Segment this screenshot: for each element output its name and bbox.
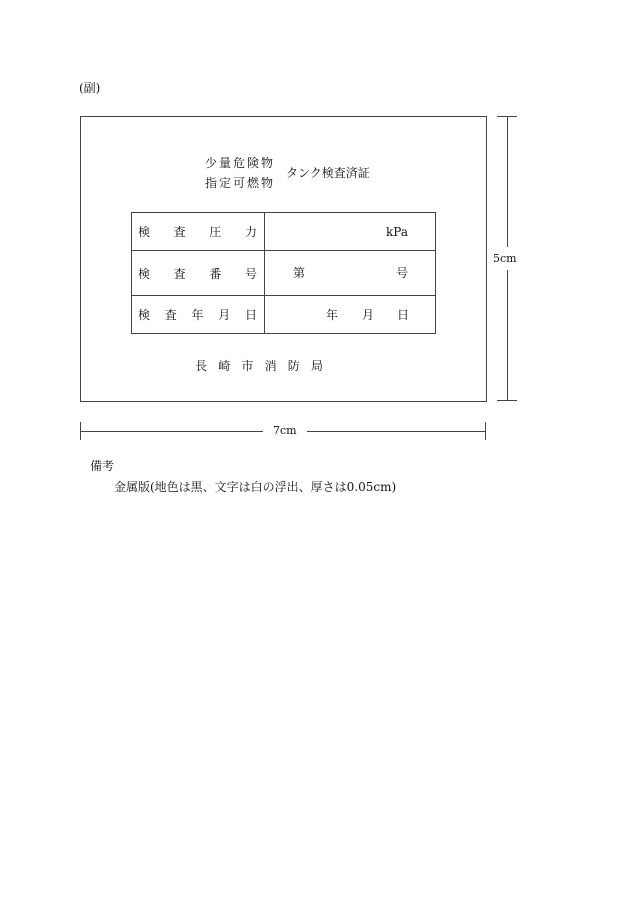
label-char: 日: [244, 308, 257, 322]
height-label: 5cm: [493, 247, 517, 270]
category-line-2: 指定可燃物: [205, 176, 276, 190]
label-char: 圧: [209, 225, 222, 239]
issuer-char: 長: [195, 359, 208, 373]
remarks-text: 金属版(地色は黒、文字は白の浮出、厚さは0.05cm): [114, 480, 397, 494]
issuer-char: 局: [310, 359, 323, 373]
date-day: 日: [397, 308, 410, 322]
label-char: 番: [209, 266, 222, 281]
label-char: 検: [138, 225, 151, 239]
copy-mark: (副): [79, 81, 101, 95]
number-prefix: 第: [293, 266, 306, 280]
issuer-char: 市: [241, 359, 254, 373]
date-year: 年: [326, 308, 339, 322]
table-row-number: [132, 251, 436, 296]
plate-title: タンク検査済証: [286, 166, 370, 180]
category-line-1: 少量危険物: [205, 156, 276, 170]
label-char: 査: [173, 225, 186, 239]
label-char: 検: [138, 308, 151, 322]
remarks-heading: 備考: [90, 459, 115, 473]
inspection-table: [131, 212, 436, 334]
table-row-pressure: [132, 213, 436, 251]
label-char: 力: [244, 225, 257, 239]
number-suffix: 号: [395, 266, 408, 280]
label-char: 査: [173, 266, 186, 281]
label-char: 検: [138, 266, 151, 281]
label-char: 査: [164, 308, 177, 322]
label-char: 年: [191, 308, 204, 322]
date-month: 月: [362, 308, 375, 322]
width-label: 7cm: [263, 425, 307, 436]
issuer-char: 防: [287, 359, 300, 373]
label-char: 号: [244, 266, 257, 281]
table-row-date: [132, 296, 436, 334]
issuer-char: 消: [264, 359, 277, 373]
issuer-char: 崎: [218, 359, 231, 373]
pressure-unit: kPa: [386, 225, 408, 239]
issuer: [195, 360, 323, 372]
label-char: 月: [218, 308, 231, 322]
